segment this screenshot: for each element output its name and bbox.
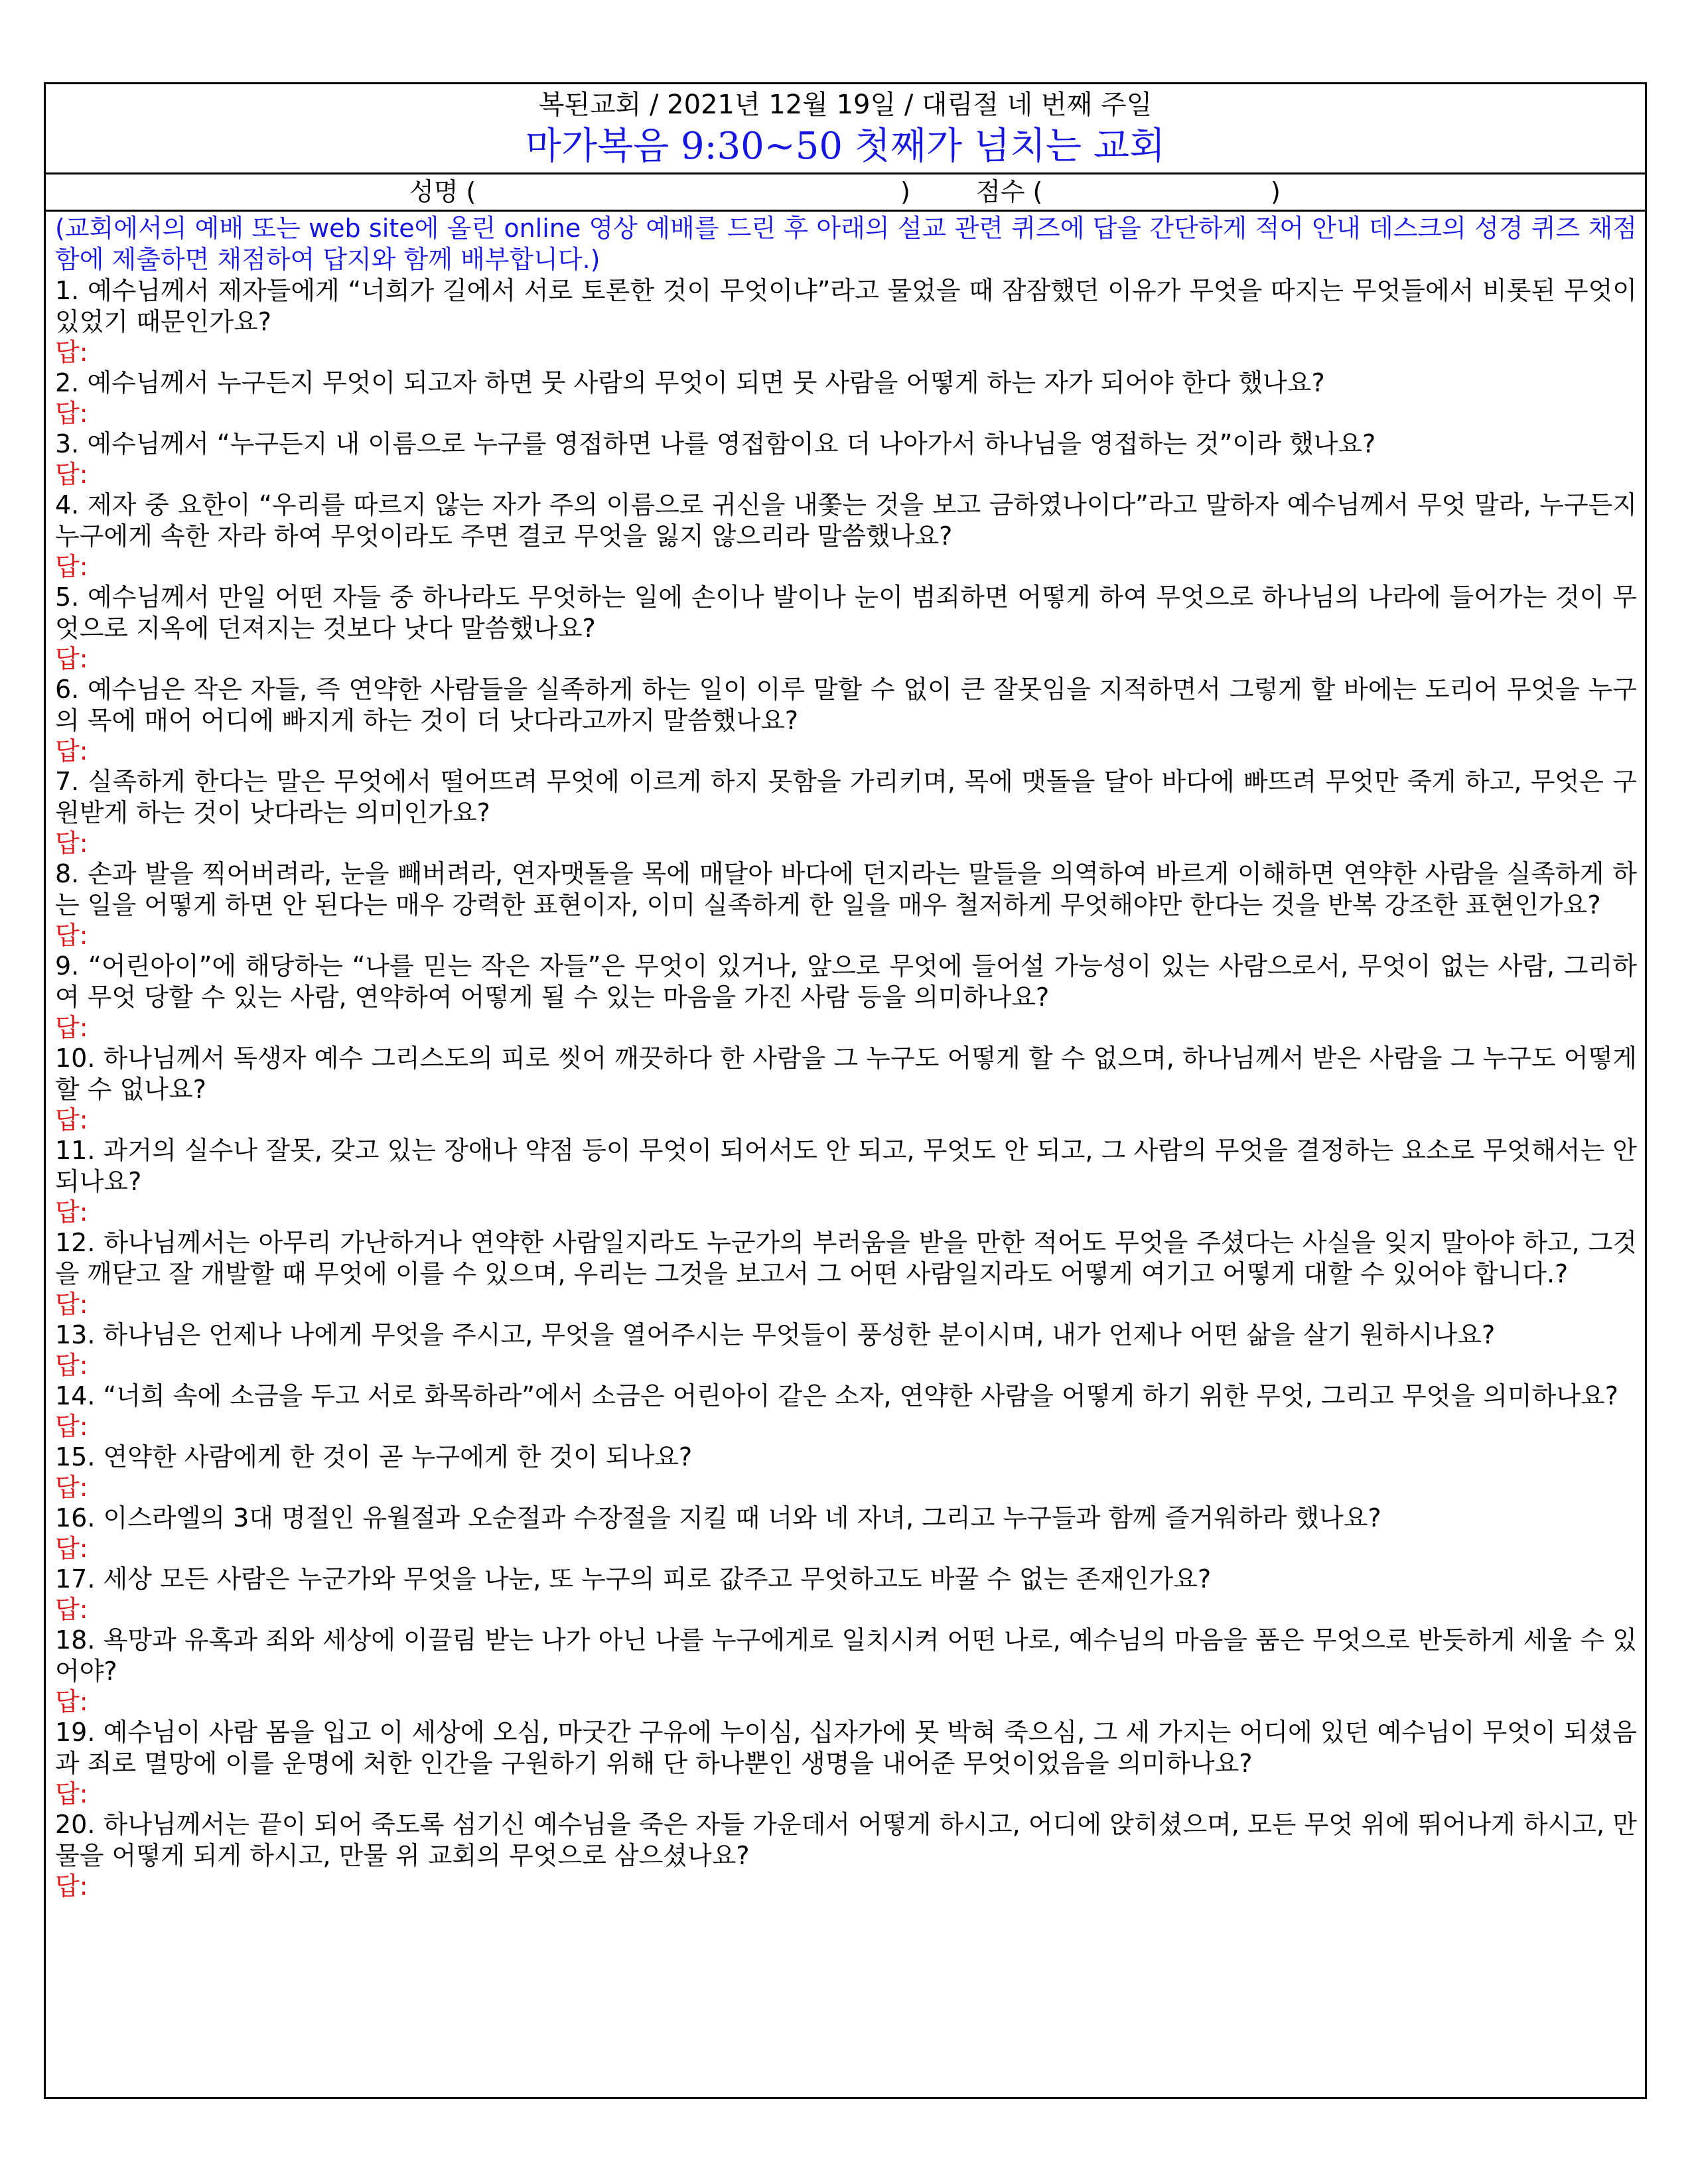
answer-label: 답: xyxy=(55,829,88,858)
quiz-item xyxy=(55,582,1637,674)
answer-label: 답: xyxy=(55,552,88,581)
question-text: 15. 연약한 사람에게 한 것이 곧 누구에게 한 것이 되나요? xyxy=(55,1442,693,1471)
quiz-item xyxy=(55,1503,1637,1564)
question-text: 16. 이스라엘의 3대 명절인 유월절과 오순절과 수장절을 지킬 때 너와 네 자녀, 그리고 누구들과 함께 즐거워하라 했나요? xyxy=(55,1503,1381,1533)
answer-label: 답: xyxy=(55,460,88,489)
question-text: 14. “너희 속에 소금을 두고 서로 화목하라”에서 소금은 어린아이 같은 소자, 연약한 사람을 어떻게 하기 위한 무엇, 그리고 무엇을 의미하나요? xyxy=(55,1381,1618,1410)
quiz-item xyxy=(55,1227,1637,1320)
quiz-item xyxy=(55,1135,1637,1227)
quiz-item xyxy=(55,1809,1637,1901)
quiz-item xyxy=(55,275,1637,368)
name-label: 성명 ( xyxy=(409,177,476,206)
church-date-line: 복된교회 / 2021년 12월 19일 / 대림절 네 번째 주일 xyxy=(538,90,1153,120)
answer-label: 답: xyxy=(55,1534,88,1563)
header xyxy=(46,84,1645,174)
answer-label: 답: xyxy=(55,644,88,673)
quiz-item xyxy=(55,1381,1637,1442)
answer-label: 답: xyxy=(55,1105,88,1134)
score-label: 점수 ( xyxy=(976,177,1043,206)
quiz-item xyxy=(55,1717,1637,1809)
question-text: 5. 예수님께서 만일 어떤 자들 중 하나라도 무엇하는 일에 손이나 발이나 눈이 범죄하면 어떻게 하여 무엇으로 하나님의 나라에 들어가는 것이 무엇으로 지옥에 던져지는 것보다 낫다 말씀했나요? xyxy=(55,582,1637,643)
quiz-item xyxy=(55,1564,1637,1625)
question-text: 12. 하나님께서는 아무리 가난하거나 연약한 사람일지라도 누군가의 부러움을 받을 만한 적어도 무엇을 주셨다는 사실을 잊지 말아야 하고, 그것을 깨닫고 잘 개발할 때 무엇에 이를 수 있으며, 우리는 그것을 보고서 그 어떤 사람일지라도 어떻게 여기고 어떻게 대할 수 있어야 합니다.? xyxy=(55,1228,1637,1288)
quiz-item xyxy=(55,766,1637,858)
question-text: 2. 예수님께서 누구든지 무엇이 되고자 하면 뭇 사람의 무엇이 되면 뭇 사람을 어떻게 하는 자가 되어야 한다 했나요? xyxy=(55,368,1325,397)
quiz-item xyxy=(55,368,1637,429)
score-close-paren: ) xyxy=(1271,177,1281,206)
answer-label: 답: xyxy=(55,1351,88,1380)
answer-label: 답: xyxy=(55,1197,88,1227)
answer-label: 답: xyxy=(55,736,88,766)
quiz-sheet xyxy=(44,82,1647,2099)
question-text: 17. 세상 모든 사람은 누군가와 무엇을 나눈, 또 누구의 피로 값주고 무엇하고도 바꿀 수 없는 존재인가요? xyxy=(55,1564,1212,1594)
sermon-title: 마가복음 9:30~50 첫째가 넘치는 교회 xyxy=(525,125,1166,168)
question-text: 1. 예수님께서 제자들에게 “너희가 길에서 서로 토론한 것이 무엇이냐”라고 물었을 때 잠잠했던 이유가 무엇을 따지는 무엇들에서 비롯된 무엇이 있었기 때문인가요? xyxy=(55,276,1637,336)
quiz-item xyxy=(55,429,1637,490)
name-score-row xyxy=(46,174,1645,212)
question-text: 10. 하나님께서 독생자 예수 그리스도의 피로 씻어 깨끗하다 한 사람을 그 누구도 어떻게 할 수 없으며, 하나님께서 받은 사람을 그 누구도 어떻게 할 수 없나요? xyxy=(55,1044,1637,1104)
answer-label: 답: xyxy=(55,1687,88,1716)
quiz-item xyxy=(55,951,1637,1043)
quiz-item xyxy=(55,674,1637,766)
question-text: 7. 실족하게 한다는 말은 무엇에서 떨어뜨려 무엇에 이르게 하지 못함을 가리키며, 목에 맷돌을 달아 바다에 빠뜨려 무엇만 죽게 하고, 무엇은 구원받게 하는 것이 낫다라는 의미인가요? xyxy=(55,767,1637,827)
answer-label: 답: xyxy=(55,1779,88,1809)
question-text: 9. “어린아이”에 해당하는 “나를 믿는 작은 자들”은 무엇이 있거나, 앞으로 무엇에 들어설 가능성이 있는 사람으로서, 무엇이 없는 사람, 그리하여 무엇 당할 수 있는 사람, 연약하여 어떻게 될 수 있는 마음을 가진 사람 등을 의미하나요? xyxy=(55,951,1637,1012)
question-text: 11. 과거의 실수나 잘못, 갖고 있는 장애나 약점 등이 무엇이 되어서도 안 되고, 무엇도 안 되고, 그 사람의 무엇을 결정하는 요소로 무엇해서는 안 되나요? xyxy=(55,1136,1637,1196)
answer-label: 답: xyxy=(55,338,88,367)
question-text: 4. 제자 중 요한이 “우리를 따르지 않는 자가 주의 이름으로 귀신을 내쫓는 것을 보고 금하였나이다”라고 말하자 예수님께서 무엇 말라, 누구든지 누구에게 속한 자라 하여 무엇이라도 주면 결코 무엇을 잃지 않으리라 말씀했나요? xyxy=(55,490,1637,551)
question-text: 8. 손과 발을 찍어버려라, 눈을 빼버려라, 연자맷돌을 목에 매달아 바다에 던지라는 말들을 의역하여 바르게 이해하면 연약한 사람을 실족하게 하는 일을 어떻게 하면 안 된다는 매우 강력한 표현이자, 이미 실족하게 한 일을 매우 철저하게 무엇해야만 한다는 것을 반복 강조한 표현인가요? xyxy=(55,859,1637,920)
quiz-item xyxy=(55,1442,1637,1503)
question-text: 13. 하나님은 언제나 나에게 무엇을 주시고, 무엇을 열어주시는 무엇들이 풍성한 분이시며, 내가 언제나 어떤 삶을 살기 원하시나요? xyxy=(55,1320,1496,1349)
question-text: 6. 예수님은 작은 자들, 즉 연약한 사람들을 실족하게 하는 일이 이루 말할 수 없이 큰 잘못임을 지적하면서 그렇게 할 바에는 도리어 무엇을 누구의 목에 매어 어디에 빠지게 하는 것이 더 낫다라고까지 말씀했나요? xyxy=(55,675,1637,735)
answer-label: 답: xyxy=(55,1412,88,1441)
answer-label: 답: xyxy=(55,399,88,428)
quiz-item xyxy=(55,858,1637,951)
question-text: 19. 예수님이 사람 몸을 입고 이 세상에 오심, 마굿간 구유에 누이심, 십자가에 못 박혀 죽으심, 그 세 가지는 어디에 있던 예수님이 무엇이 되셨음과 죄로 멸망에 이를 운명에 처한 인간을 구원하기 위해 단 하나뿐인 생명을 내어준 무엇이었음을 의미하나요? xyxy=(55,1718,1637,1778)
answer-label: 답: xyxy=(55,1473,88,1502)
answer-label: 답: xyxy=(55,1595,88,1624)
quiz-item xyxy=(55,1320,1637,1381)
quiz-item xyxy=(55,1625,1637,1717)
quiz-item xyxy=(55,490,1637,582)
quiz-item xyxy=(55,1043,1637,1135)
question-text: 20. 하나님께서는 끝이 되어 죽도록 섬기신 예수님을 죽은 자들 가운데서 어떻게 하시고, 어디에 앉히셨으며, 모든 무엇 위에 뛰어나게 하시고, 만물을 어떻게 되게 하시고, 만물 위 교회의 무엇으로 삼으셨나요? xyxy=(55,1810,1637,1870)
quiz-content xyxy=(55,213,1637,1901)
answer-label: 답: xyxy=(55,921,88,950)
question-text: 18. 욕망과 유혹과 죄와 세상에 이끌림 받는 나가 아닌 나를 누구에게로 일치시켜 어떤 나로, 예수님의 마음을 품은 무엇으로 반듯하게 세울 수 있어야? xyxy=(55,1625,1637,1686)
instructions: (교회에서의 예배 또는 web site에 올린 online 영상 예배를 드린 후 아래의 설교 관련 퀴즈에 답을 간단하게 적어 안내 데스크의 성경 퀴즈 채점함에 제출하면 채점하여 답지와 함께 배부합니다.) xyxy=(55,214,1637,274)
answer-label: 답: xyxy=(55,1013,88,1042)
name-close-paren: ) xyxy=(900,177,910,206)
answer-label: 답: xyxy=(55,1290,88,1319)
answer-label: 답: xyxy=(55,1872,88,1901)
question-text: 3. 예수님께서 “누구든지 내 이름으로 누구를 영접하면 나를 영접함이요 더 나아가서 하나님을 영접하는 것”이라 했나요? xyxy=(55,429,1376,458)
